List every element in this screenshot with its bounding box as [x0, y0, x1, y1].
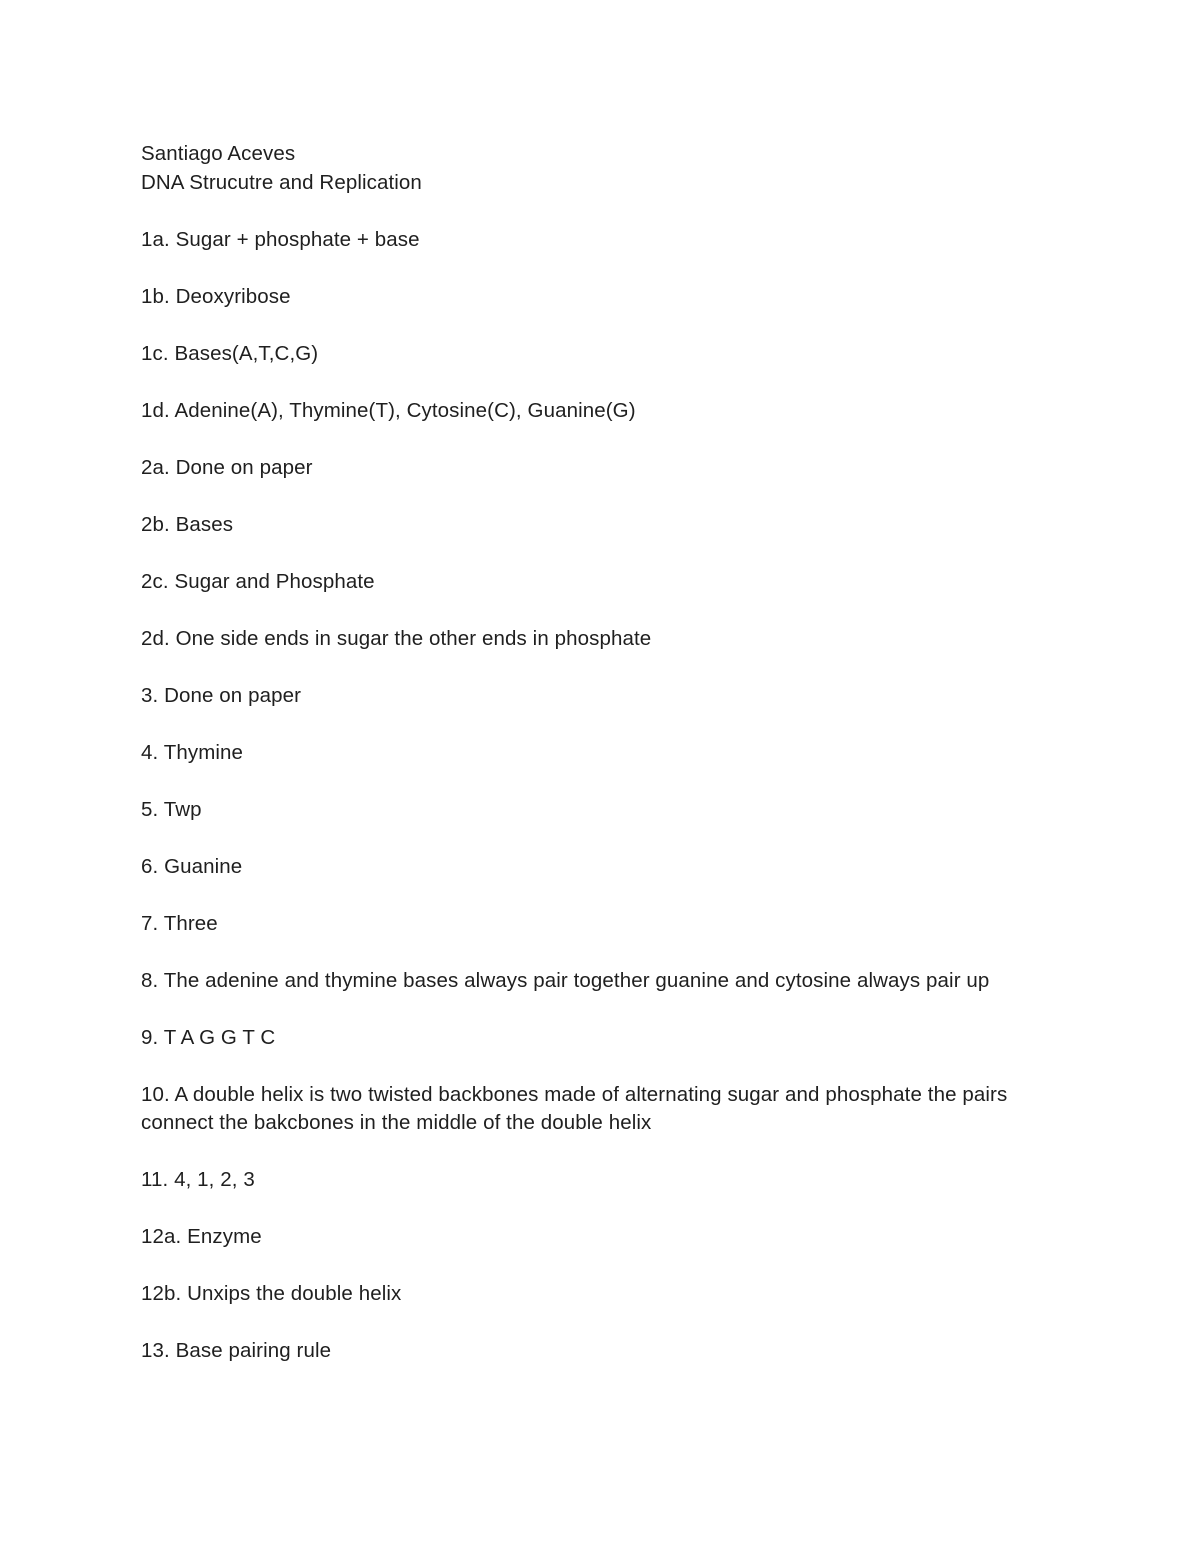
answer-7: 7. Three: [141, 911, 218, 935]
answer-11: 11. 4, 1, 2, 3: [141, 1168, 255, 1191]
answer-1d: 1d. Adenine(A), Thymine(T), Cytosine(C), Guanine(G): [141, 398, 636, 422]
answer-12a: 12a. Enzyme: [141, 1225, 262, 1248]
answer-4: 4. Thymine: [141, 740, 244, 764]
answer-1b: 1b. Deoxyribose: [141, 284, 291, 308]
answer-9: 9. T A G G T C: [141, 1025, 276, 1049]
answer-2b: 2b. Bases: [141, 512, 234, 536]
document-body: [141, 140, 1061, 1366]
answer-1a: 1a. Sugar + phosphate + base: [141, 227, 420, 251]
answer-3: 3. Done on paper: [141, 683, 302, 707]
answer-2a: 2a. Done on paper: [141, 455, 313, 479]
answer-12b: 12b. Unxips the double helix: [141, 1282, 402, 1305]
answer-10: 10. A double helix is two twisted backbones made of alternating sugar and phosphate the pairs connect the bakcbones in the middle of the double helix: [141, 1082, 1014, 1134]
document-title: DNA Strucutre and Replication: [141, 170, 422, 194]
answer-1c: 1c. Bases(A,T,C,G): [141, 341, 319, 365]
answer-6: 6. Guanine: [141, 854, 243, 878]
answer-8: 8. The adenine and thymine bases always pair together guanine and cytosine always pair up: [141, 968, 990, 992]
answer-2c: 2c. Sugar and Phosphate: [141, 569, 375, 593]
answer-13: 13. Base pairing rule: [141, 1339, 332, 1362]
answer-2d: 2d. One side ends in sugar the other ends in phosphate: [141, 626, 652, 650]
author-name: Santiago Aceves: [141, 142, 296, 165]
answer-5: 5. Twp: [141, 797, 202, 821]
